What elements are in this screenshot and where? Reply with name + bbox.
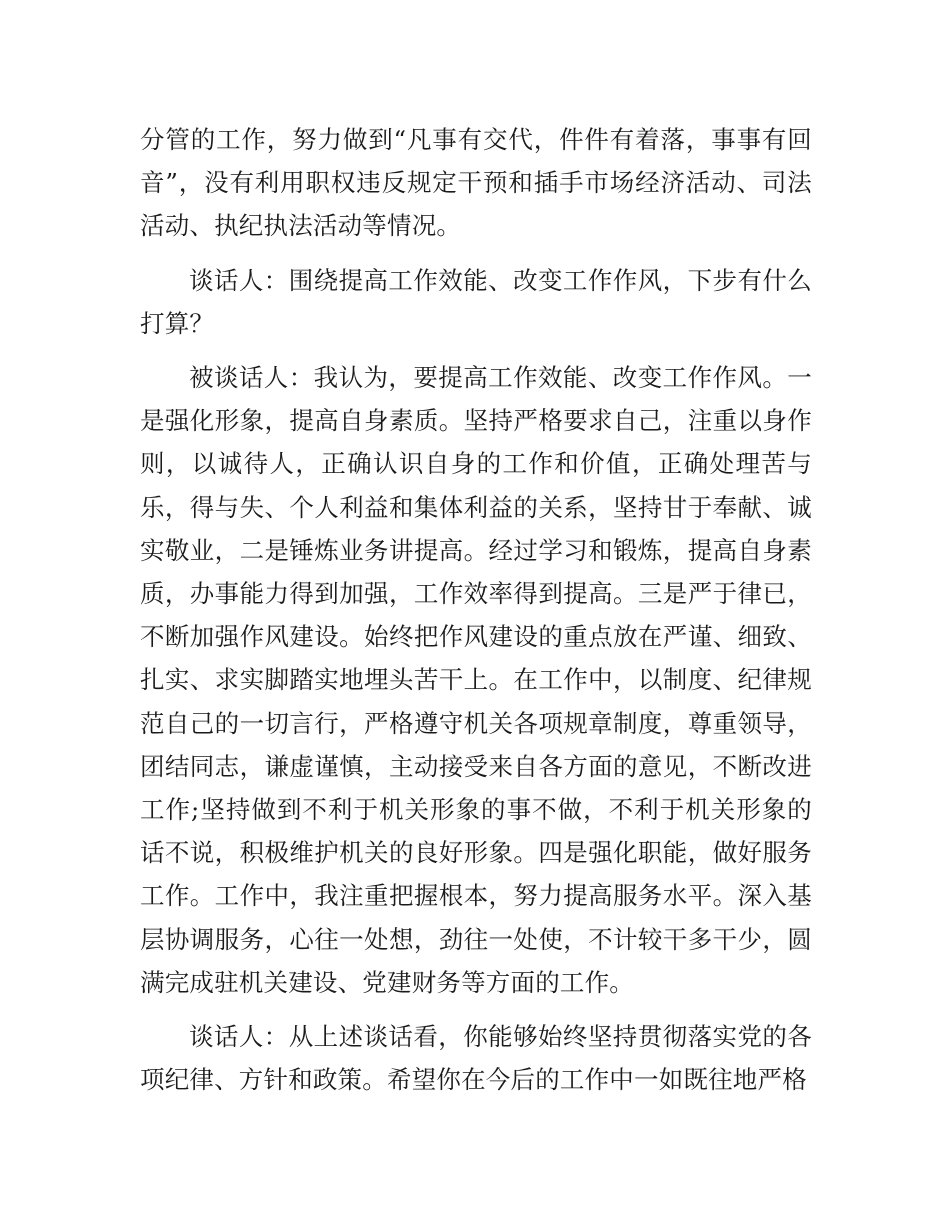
paragraph-continuation: 分管的工作，努力做到“凡事有交代，件件有着落，事事有回音”，没有利用职权违反规定干预和插手市场经济活动、司法活动、执纪执法活动等情况。: [140, 125, 812, 241]
paragraph-interviewee-answer: 被谈话人：我认为，要提高工作效能、改变工作作风。一是强化形象，提高自身素质。坚持严格要求自己，注重以身作则，以诚待人，正确认识自身的工作和价值，正确处理苦与乐，得与失、个人利益和集体利益的关系，坚持甘于奉献、诚实敬业，二是锤炼业务讲提高。经过学习和锻炼，提高自身素质，办事能力得到加强，工作效率得到提高。三是严于律已，不断加强作风建设。始终把作风建设的重点放在严谨、细致、扎实、求实脚踏实地埋头苦干上。在工作中，以制度、纪律规范自己的一切言行，严格遵守机关各项规章制度，尊重领导，团结同志，谦虚谨慎，主动接受来自各方面的意见，不断改进工作;坚持做到不利于机关形象的事不做，不利于机关形象的话不说，积极维护机关的良好形象。四是强化职能，做好服务工作。工作中，我注重把握根本，努力提高服务水平。深入基层协调服务，心往一处想，劲往一处使，不计较干多干少，圆满完成驻机关建设、党建财务等方面的工作。: [140, 363, 812, 997]
paragraph-interviewer-question: 谈话人：围绕提高工作效能、改变工作作风，下步有什么打算？: [140, 265, 812, 338]
document-body: [140, 118, 812, 1112]
paragraph-interviewer-summary: 谈话人：从上述谈话看，你能够始终坚持贯彻落实党的各项纪律、方针和政策。希望你在今后的工作中一如既往地严格: [140, 1022, 812, 1095]
